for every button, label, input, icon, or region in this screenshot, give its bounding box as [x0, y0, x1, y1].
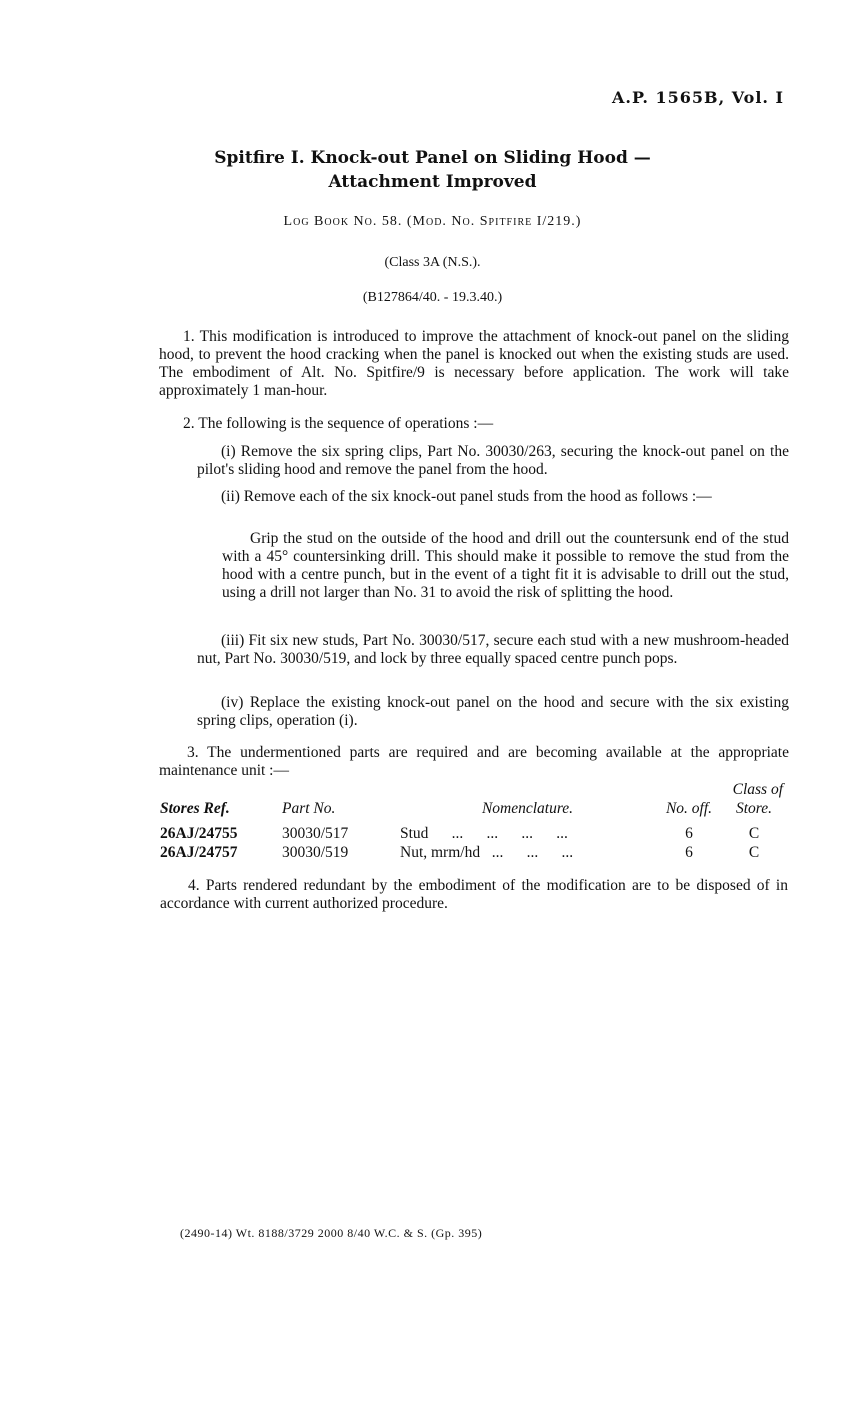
document-reference: A.P. 1565B, Vol. I	[612, 88, 785, 107]
header-no-off: No. off.	[665, 800, 713, 817]
class-of-store: C	[748, 825, 760, 842]
stores-ref: 26AJ/24757	[160, 844, 238, 861]
header-stores-ref: Stores Ref.	[160, 800, 230, 817]
paragraph-4: 4. Parts rendered redundant by the embodiment of the modification are to be disposed of in accordance with current authorized procedure.	[160, 877, 788, 912]
class-of-label: Class of	[732, 781, 783, 798]
header-nomenclature: Nomenclature.	[481, 800, 574, 817]
part-no: 30030/517	[282, 825, 349, 842]
no-off: 6	[685, 825, 693, 842]
operation-2: (ii) Remove each of the six knock-out panel studs from the hood as follows :—	[221, 488, 712, 505]
log-book-line: Log Book No. 58. (Mod. No. Spitfire I/219.)	[283, 214, 582, 229]
print-footer: (2490-14) Wt. 8188/3729 2000 8/40 W.C. & S. (Gp. 395)	[180, 1226, 483, 1240]
table-row	[160, 824, 785, 843]
paragraph-2: 2. The following is the sequence of operations :—	[183, 415, 494, 432]
paragraph-1: 1. This modification is introduced to improve the attachment of knock-out panel on the sliding hood, to prevent the hood cracking when the panel is knocked out when the existing studs are used. The embodiment of Alt. No. Spitfire/9 is necessary before application. The work will take approximately 1 man-hour.	[159, 328, 789, 399]
operation-3: (iii) Fit six new studs, Part No. 30030/517, secure each stud with a new mushroom-headed nut, Part No. 30030/519, and lock by three equally spaced centre punch pops.	[197, 632, 789, 667]
operation-1: (i) Remove the six spring clips, Part No. 30030/263, securing the knock-out panel on the pilot's sliding hood and remove the panel from the hood.	[197, 443, 789, 478]
class-line: (Class 3A (N.S.).	[384, 255, 481, 270]
title-line-2: Attachment Improved	[328, 172, 537, 192]
reference-line: (B127864/40. - 19.3.40.)	[362, 290, 503, 305]
no-off: 6	[685, 844, 693, 861]
paragraph-3: 3. The undermentioned parts are required and are becoming available at the appropriate maintenance unit :—	[159, 744, 789, 779]
class-of-store: C	[748, 844, 760, 861]
title-line-1: Spitfire I. Knock-out Panel on Sliding Hood —	[214, 148, 651, 168]
operation-2-detail: Grip the stud on the outside of the hood and drill out the countersunk end of the stud with a 45° countersinking drill. This should make it possible to remove the stud from the hood with a centre punch, but in the event of a tight fit it is advisable to drill out the stud, using a drill not larger than No. 31 to avoid the risk of splitting the hood.	[222, 530, 789, 601]
parts-table	[160, 780, 785, 862]
part-no: 30030/519	[282, 844, 349, 861]
nomenclature: Stud ... ... ... ...	[400, 825, 568, 842]
header-class-store: Store.	[735, 800, 773, 817]
table-header	[160, 799, 785, 818]
nomenclature: Nut, mrm/hd ... ... ...	[400, 844, 574, 861]
header-part-no: Part No.	[282, 800, 336, 817]
operation-4: (iv) Replace the existing knock-out panel on the hood and secure with the six existing spring clips, operation (i).	[197, 694, 789, 729]
table-row	[160, 843, 785, 862]
stores-ref: 26AJ/24755	[160, 825, 238, 842]
